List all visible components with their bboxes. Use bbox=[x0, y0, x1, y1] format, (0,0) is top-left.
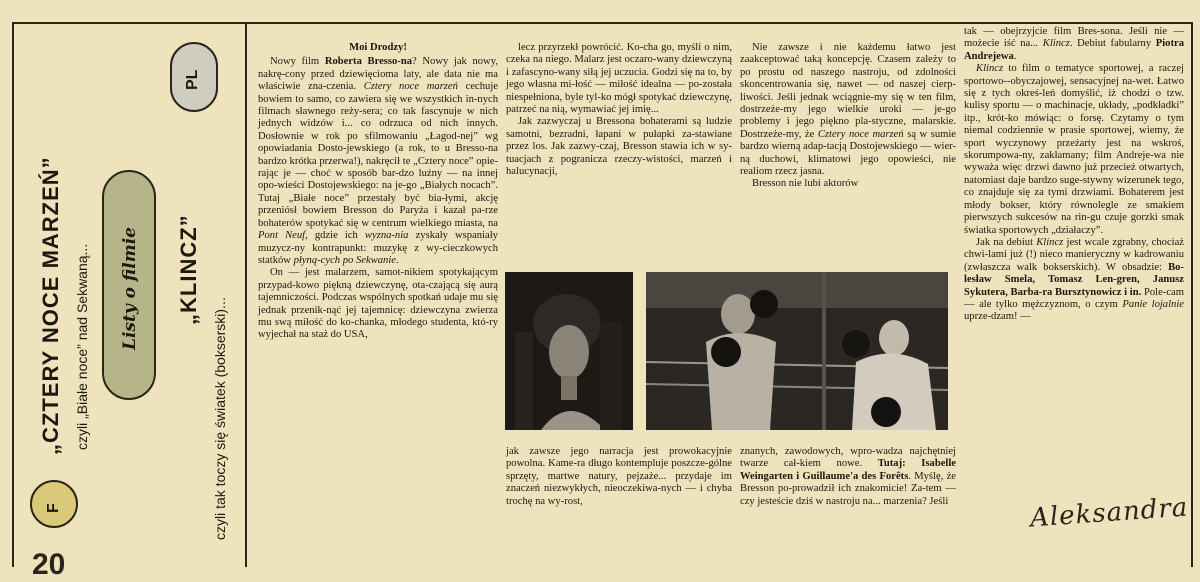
woman-photo bbox=[505, 272, 633, 430]
col1-para-2: On — jest malarzem, samot-nikiem spotykającym przypad-kowo piękną dziewczynę, ota-czającą się aurą tajemniczości. Podczas wspólnych spotkań udaje mu się jednak przenik-nąć jej tajemnicę: dziewczyna zwierza mu swą miłość do ko-chanka, młodego studenta, któ-ry wyjechał na staż do USA, bbox=[258, 267, 498, 341]
col4-para-3: Jak na debiut Klincz jest wcale zgrabny, chociaż chwi-lami już (!) nieco manieryczny w kadrowaniu (zwłaszcza walk bokserskich). W obsadzie: Bo-lesław Smela, Tomasz Len-gren, Janusz Sykutera, Barba-ra Bursztynowicz i in. Pole-cam — ale tylko mężczyznom, o czym Panie lojalnie uprze-dzam! — bbox=[964, 236, 1184, 323]
tag-f: F bbox=[45, 503, 62, 513]
col2-para-2: Jak zazwyczaj u Bressona bohaterami są ludzie samotni, bezradni, łapani w pułapki za-stawiane przez los. Jak zazwy-czaj, Bresson stawia ich w sy-tuacjach z pogranicza rzeczy-wistości, marzeń i halucynacji, bbox=[506, 116, 732, 178]
tag-pl: PL bbox=[184, 69, 201, 90]
section-label: Listy o filmie bbox=[120, 227, 140, 350]
author-signature: Aleksandra bbox=[1029, 492, 1190, 534]
film2-title: „KLINCZ” bbox=[176, 214, 201, 325]
film1-subtitle: czyli „Białe noce” nad Sekwaną... bbox=[74, 243, 90, 450]
page-number: 20 bbox=[32, 548, 66, 581]
col4-para-1: tak — obejrzyjcie film Bres-sona. Jeśli nie — możecie iść na... Klincz. Debiut fabularny Piotra Andrejewa. bbox=[964, 26, 1184, 62]
col3-cont: znanych, zawodowych, wpro-wadza najchętniej twarze cał-kiem nowe. Tutaj: Isabelle Weingarten i Guillaume'a des Forêts. Myślę, że Bresson po-prowadził ich znakomicie! Za-tem — czy jesteście dziś w nastroju na... marzenia? Jeśli bbox=[740, 446, 956, 507]
col1-para-1: Nowy film Roberta Bresso-na? Nowy jak nowy, nakrę-cony przed dziewięcioma laty, ale data nie ma właściwie zna-czenia. Cztery noce marzeń cechuje bowiem to samo, co zawiera się we wszystkich in-nych filmach sławnego reży-sera; co tak fascynuje w nich jednych widzów i... co odrzuca od nich innych. Dosłownie w rok po sfilmowaniu „Łagod-nej” wg opowiadania Dosto-jewskiego (a rok, to u Bresso-na bardzo krótka przerwa!), nakręcił te „Cztery noce” opie-rając je — choć w sposób bar-dzo luźny — na innej opo-wieści Dostojewskiego: na je-go „Białych nocach”. Tutaj „Białe noce” przestały być bia-łymi, akcję przeniósł bowiem Bresson do Paryża i kazał pa-rze bohaterów spotykać się w centrum wielkiego miasta, na Pont Neuf, gdzie ich wyzna-nia zyskały wspaniały muzycz-ny kontrapunkt: muzykę z wy-cieczkowych statków płyną-cych po Sekwanie. bbox=[258, 56, 498, 266]
greeting: Moi Drodzy! bbox=[349, 42, 407, 53]
sidebar-divider-rule bbox=[245, 22, 247, 567]
article-column-2 bbox=[506, 42, 732, 178]
film2-subtitle: czyli tak toczy się światek (bokserski)... bbox=[212, 297, 228, 540]
film1-title: „CZTERY NOCE MARZEŃ” bbox=[38, 156, 63, 455]
boxers-photo bbox=[646, 272, 948, 430]
col3-para-2: Bresson nie lubi aktorów bbox=[752, 178, 859, 190]
article-column-3-cont bbox=[740, 446, 956, 508]
article-column-3 bbox=[740, 42, 956, 191]
article-column-1 bbox=[258, 42, 498, 342]
col2-para-1: lecz przyrzekł powrócić. Ko-cha go, myśli o nim, czeka na niego. Malarz jest oczaro-wany dziewczyną i zafascyno-wany siłą jej uczucia. Godzi się na to, by jego własna mi-łość — miłość idealna — po-została niespełniona, byle tyl-ko mógł spotykać dziewczynę, patrzeć na nią, wymawiać jej imię... bbox=[506, 42, 732, 116]
frame-right-rule bbox=[1191, 22, 1193, 567]
frame-top-rule bbox=[12, 22, 1192, 24]
article-column-2-cont bbox=[506, 446, 732, 508]
col3-para-1: Nie zawsze i nie każdemu łatwo jest zaakceptować taką koncepcję. Czasem zależy to po prostu od naszego nastroju, od zdolności skoncentrowania się, nawet — od naszej cierp-liwości. Jeśli jednak wciągnie-my się w ten film, dostrzeże-my jego wielkie uroki — je-go problemy i jego piękno pla-styczne, malarskie. Dostrzeże-my, że Cztery noce marzeń są w sumie bardzo wierną adap-tacją Dostojewskiego — wier-ną duchowi, klimatowi jego opowieści, nie realiom rzecz jasna. bbox=[740, 42, 956, 178]
frame-left-rule bbox=[12, 22, 14, 567]
col4-para-2: Klincz to film o tematyce sportowej, a raczej sportowo--obyczajowej, sensacyjnej na-wet. Łatwo się z tych okreś-leń domyślić, iż chodzi o tzw. kulisy sportu — o machinacje, układy, „podkładki” itp., krót-ko mówiąc: o forsę. Czytamy o tym niemal codziennie w prasie sportowej, wiemy, że sport wyczynowy przeżarty jest na wskroś, skorumpowa-ny, zakłamany; film Andreje-wa nie wyważa więc drzwi dawno już przecież otwartych, natomiast daje bardzo suge-stywny wizerunek tego, co znajduje się za tymi drzwiami. Bohaterem jest młody bokser, który równolegle ze smakiem pierwszych sukcesów na rin-gu czuje gorzki smak światka sportowych „działaczy”. bbox=[964, 63, 1184, 236]
article-column-4 bbox=[964, 26, 1184, 324]
col2-cont: jak zawsze jego narracja jest prowokacyjnie powolna. Kame-ra długo kontempluje poszcze-gólne sprzęty, martwe natury, pejzaże... przydaje im znaczeń niezwykłych, nieoczekiwa-nych — i chyba trochę na wy-rost, bbox=[506, 446, 732, 507]
